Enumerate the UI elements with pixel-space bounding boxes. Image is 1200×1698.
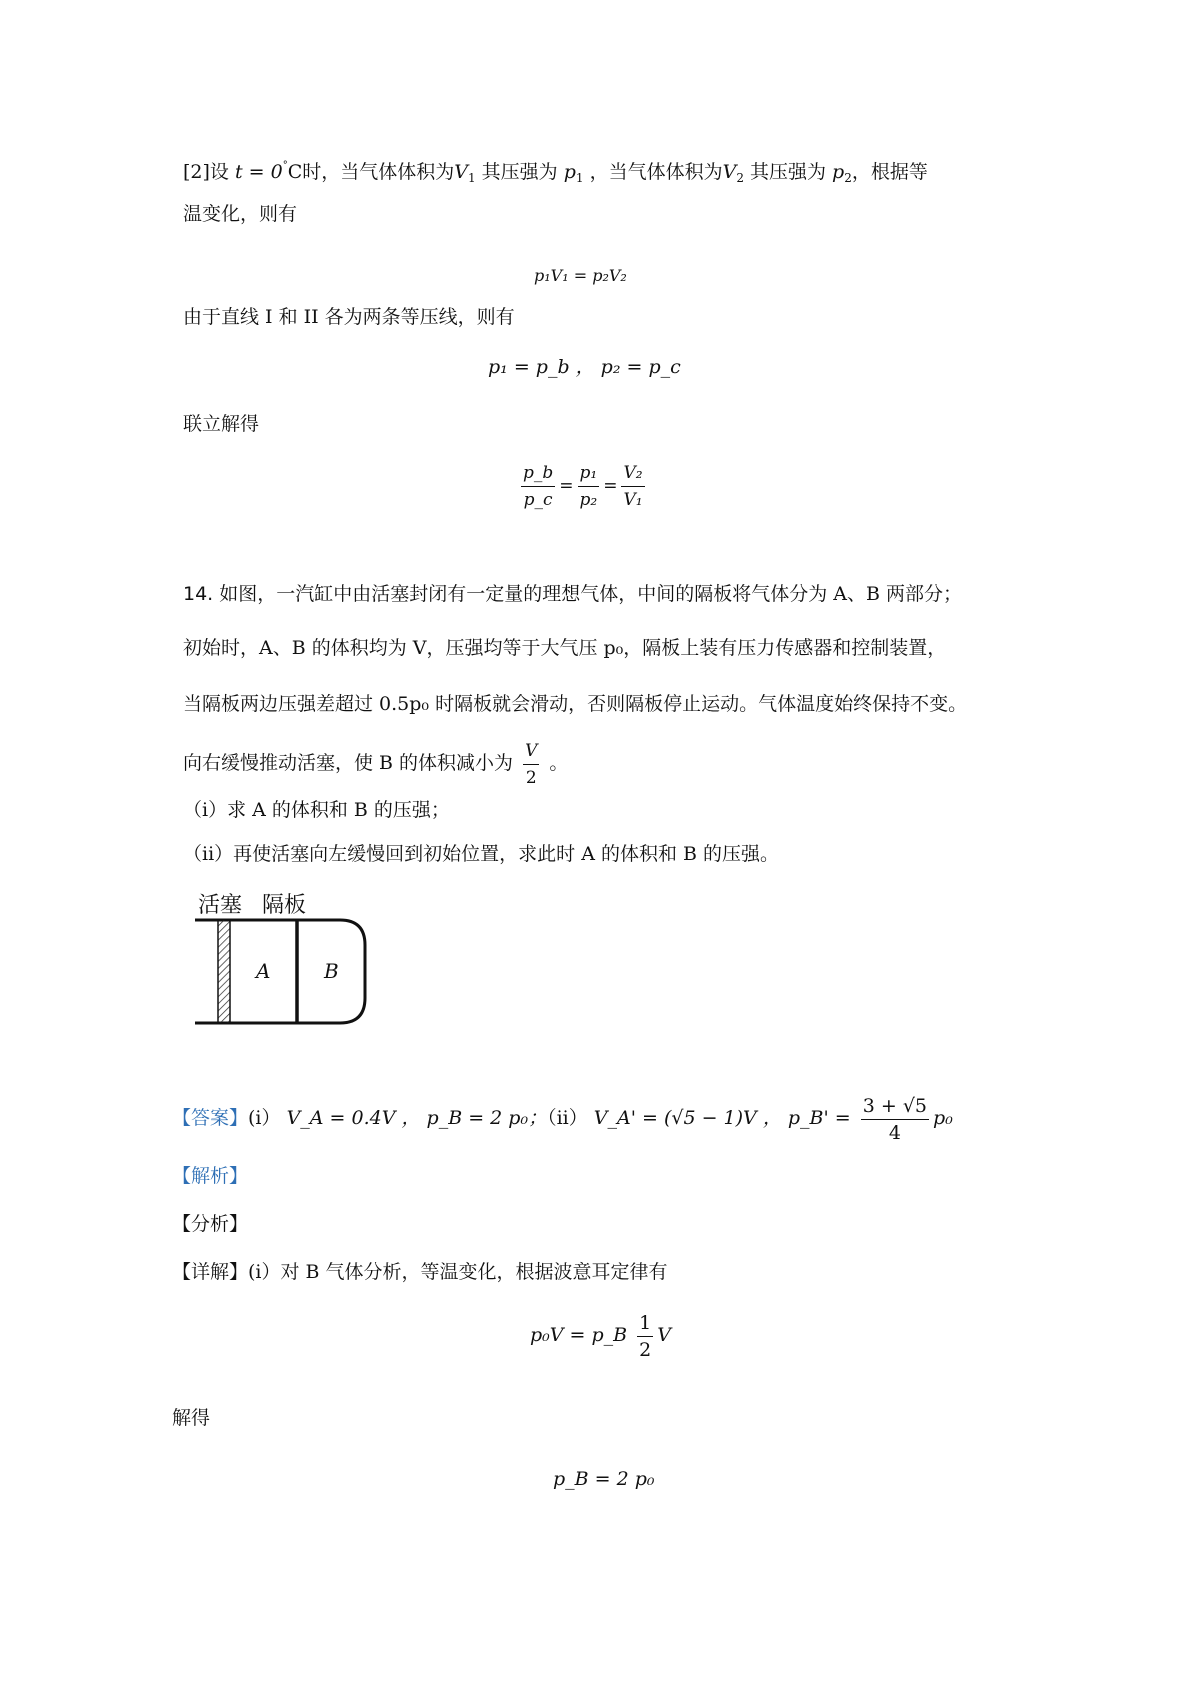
- equals-sign: =: [603, 476, 618, 496]
- subscript: 2: [844, 171, 852, 185]
- answer-pb: p_B = 2 p₀；: [426, 1107, 548, 1129]
- label-piston: 活塞: [198, 893, 243, 918]
- numerator: V₂: [621, 460, 644, 487]
- detail-tag: 【详解】: [172, 1261, 249, 1283]
- cylinder-figure: [190, 890, 390, 1045]
- piston: [218, 920, 230, 1023]
- subquestion-1: （i）求 A 的体积和 B 的压强；: [183, 799, 450, 821]
- detail-line: [172, 1258, 668, 1286]
- numerator: 3 + √5: [861, 1093, 929, 1120]
- denominator: 4: [888, 1121, 901, 1144]
- problem-text: 向右缓慢推动活塞，使 B 的体积减小为: [183, 752, 514, 774]
- fraction: [523, 738, 539, 791]
- numerator: p₁: [578, 460, 600, 487]
- paragraph-line: 温变化，则有: [183, 203, 298, 225]
- paragraph-line: 由于直线 I 和 II 各为两条等压线，则有: [183, 306, 515, 328]
- label-partition: 隔板: [262, 893, 307, 918]
- problem-text: 。: [549, 752, 569, 774]
- text-fragment: ，当气体体积为: [583, 161, 723, 183]
- problem-text: 如图，一汽缸中由活塞封闭有一定量的理想气体，中间的隔板将气体分为 A、B 两部分；: [219, 583, 963, 605]
- answer-part1-label: (i）: [248, 1107, 281, 1129]
- answer-part2-label: （ii）: [547, 1107, 588, 1129]
- equation-rhs: V: [657, 1324, 671, 1346]
- denominator: p₂: [579, 490, 598, 510]
- paragraph-line: 联立解得: [183, 413, 260, 435]
- degree-symbol: °: [282, 160, 288, 171]
- problem-line: [183, 580, 962, 608]
- denominator: 2: [639, 1338, 652, 1361]
- answer-line: [172, 1088, 953, 1148]
- text-fragment: ，根据等: [851, 161, 928, 183]
- text-fragment: 其压强为: [475, 161, 564, 183]
- subscript: 2: [736, 171, 744, 185]
- problem-line: 当隔板两边压强差超过 0.5p₀ 时隔板就会滑动，否则隔板停止运动。气体温度始终保持不变。: [183, 693, 968, 715]
- answer-pb2-prefix: p_B' =: [787, 1107, 851, 1129]
- fenxi-tag: 【分析】: [172, 1213, 249, 1235]
- numerator: V: [523, 738, 539, 765]
- detail-text: (i）对 B 气体分析，等温变化，根据波意耳定律有: [248, 1261, 668, 1283]
- subquestion-2: （ii）再使活塞向左缓慢回到初始位置，求此时 A 的体积和 B 的压强。: [183, 843, 779, 865]
- equals-sign: =: [559, 476, 574, 496]
- label-b: B: [324, 959, 339, 983]
- equation: p_B = 2 p₀: [553, 1468, 655, 1490]
- math-fragment: t = 0: [234, 161, 283, 183]
- answer-pb2-suffix: p₀: [933, 1107, 953, 1129]
- subscript: 1: [467, 171, 476, 185]
- problem-line: 初始时，A、B 的体积均为 V，压强均等于大气压 p₀，隔板上装有压力传感器和控制装置，: [183, 637, 947, 659]
- fraction: [861, 1093, 929, 1146]
- numerator: p_b: [521, 460, 555, 487]
- equation-lhs: p₀V = p_B: [530, 1324, 628, 1346]
- paragraph-line: [183, 152, 928, 192]
- problem-line: [183, 733, 568, 793]
- answer-va2: V_A' = (√5 − 1)V ，: [593, 1107, 782, 1129]
- problem-number: 14.: [183, 583, 214, 605]
- fraction: [621, 460, 644, 513]
- equation: p₁ = p_b ， p₂ = p_c: [488, 356, 681, 378]
- subscript: 1: [575, 171, 584, 185]
- equation: [530, 1305, 671, 1365]
- label-a: A: [256, 959, 271, 983]
- text-fragment: 其压强为: [743, 161, 833, 183]
- analysis-tag: 【解析】: [172, 1165, 249, 1187]
- equation: p₁V₁ = p₂V₂: [534, 266, 627, 285]
- fraction: [637, 1310, 653, 1363]
- denominator: 2: [525, 767, 537, 788]
- numerator: 1: [637, 1310, 653, 1337]
- text-fragment: [2]设: [183, 161, 229, 183]
- math-symbol: p: [563, 161, 576, 183]
- denominator: p_c: [523, 490, 553, 510]
- cylinder-diagram: [190, 890, 390, 1040]
- denominator: V₁: [623, 490, 643, 510]
- math-symbol: V: [454, 161, 468, 183]
- text-fragment: C时，当气体体积为: [287, 161, 455, 183]
- answer-tag: 【答案】: [172, 1107, 249, 1129]
- fraction: [578, 460, 600, 513]
- fraction: [521, 460, 555, 513]
- math-symbol: p: [832, 161, 845, 183]
- answer-va: V_A = 0.4V ，: [286, 1107, 421, 1129]
- math-symbol: V: [722, 161, 737, 183]
- paragraph-line: 解得: [172, 1407, 211, 1429]
- equation-fraction: [517, 460, 649, 513]
